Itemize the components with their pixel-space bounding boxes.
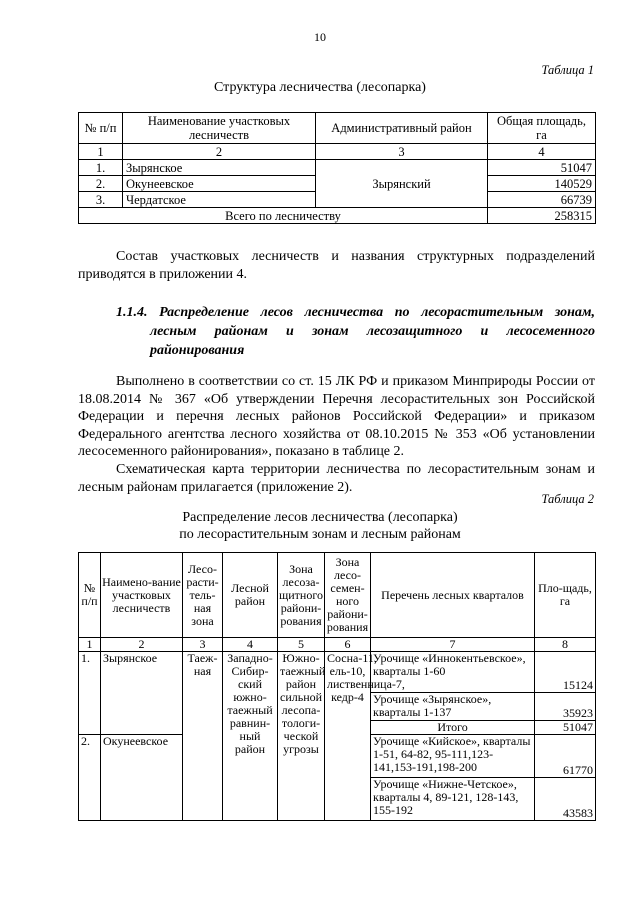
quarters-cell: Урочище «Кийское», кварталы 1-51, 64-82, 95-111,123-141,153-191,198-200: [371, 735, 535, 778]
row-name: Окунеевское: [101, 735, 183, 821]
row-num: 2.: [79, 735, 101, 821]
col-number: 8: [535, 638, 596, 652]
row-num: 1.: [79, 652, 101, 735]
col-header-num: № п/п: [79, 113, 123, 144]
row-area: 51047: [488, 160, 596, 176]
col-header-num: № п/п: [79, 553, 101, 638]
col-header-area: Пло-щадь, га: [535, 553, 596, 638]
col-number: 4: [223, 638, 278, 652]
col-number: 3: [316, 144, 488, 160]
composition-paragraph: Состав участковых лесничеств и названия структурных подразделений приводятся в приложении 4.: [78, 249, 595, 282]
col-header-quarters: Перечень лесных кварталов: [371, 553, 535, 638]
row-area: 140529: [488, 176, 596, 192]
col-header-region: Лесной район: [223, 553, 278, 638]
seed-cell: Сосна-11, ель-10, лиственница-7, кедр-4: [325, 652, 371, 821]
col-header-protect: Зона лесоза-щитного райони-рования: [278, 553, 325, 638]
col-number: 1: [79, 144, 123, 160]
row-name: Зырянское: [101, 652, 183, 735]
col-number: 7: [371, 638, 535, 652]
protect-cell: Южно-таежный район сильной лесопа-тологи-ческой угрозы: [278, 652, 325, 821]
col-header-district: Административный район: [316, 113, 488, 144]
section-heading-line: 1.1.4. Распределение лесов лесничества по лесорастительным зонам,: [116, 305, 595, 320]
quarters-cell: Урочище «Зырянское», кварталы 1-137: [371, 693, 535, 721]
total-row: [79, 208, 596, 224]
row-num: 1.: [79, 160, 123, 176]
col-header-seed: Зона лесо-семен-ного райони-рования: [325, 553, 371, 638]
subtotal-label: Итого: [371, 721, 535, 735]
total-label: Всего по лесничеству: [79, 208, 488, 224]
row-name: Окунеевское: [123, 176, 316, 192]
zone-cell: Таеж-ная: [183, 652, 223, 821]
row-name: Зырянское: [123, 160, 316, 176]
region-cell: Западно-Сибир-ский южно-таежный равнин-ный район: [223, 652, 278, 821]
table1-title: Структура лесничества (лесопарка): [214, 80, 426, 95]
col-header-name: Наименование участковых лесничеств: [123, 113, 316, 144]
section-heading-line: районирования: [150, 343, 245, 358]
col-number: 5: [278, 638, 325, 652]
page-number: 10: [314, 30, 326, 44]
table-row: [79, 160, 596, 176]
total-value: 258315: [488, 208, 596, 224]
map-paragraph: Схематическая карта территории лесничества по лесорастительным зонам и лесным районам прилагается (приложение 2).: [78, 462, 595, 495]
subtotal-value: 51047: [535, 721, 596, 735]
table2-title-line2: по лесорастительным зонам и лесным районам: [179, 527, 461, 542]
col-number: 2: [123, 144, 316, 160]
col-number: 1: [79, 638, 101, 652]
section-heading: [116, 303, 595, 360]
structure-table: [78, 112, 596, 224]
col-number: 3: [183, 638, 223, 652]
table2-title-line1: Распределение лесов лесничества (лесопарка): [182, 510, 458, 525]
district-cell: Зырянский: [316, 160, 488, 208]
area-cell: 61770: [535, 735, 596, 778]
col-header-name: Наимено-вание участковых лесничеств: [101, 553, 183, 638]
area-cell: 43583: [535, 778, 596, 821]
quarters-cell: Урочище «Нижне-Четское», кварталы 4, 89-121, 128-143, 155-192: [371, 778, 535, 821]
col-number: 6: [325, 638, 371, 652]
quarters-cell: Урочище «Иннокентьевское», кварталы 1-60: [371, 652, 535, 693]
row-num: 3.: [79, 192, 123, 208]
col-header-area: Общая площадь, га: [488, 113, 596, 144]
distribution-table: [78, 552, 596, 821]
area-cell: 15124: [535, 652, 596, 693]
order-paragraph: Выполнено в соответствии со ст. 15 ЛК РФ и приказом Минприроды России от 18.08.2014 № 367 «Об утверждении Перечня лесорастительных зон Российской Федерации и перечня лесных районов Российской Федерации» и приказом Федерального агентства лесного хозяйства от 08.10.2015 № 353 «Об установлении лесосеменного районирования», показано в таблице 2.: [78, 374, 595, 459]
row-area: 66739: [488, 192, 596, 208]
area-cell: 35923: [535, 693, 596, 721]
row-num: 2.: [79, 176, 123, 192]
table2-label: Таблица 2: [541, 492, 594, 506]
table1-label: Таблица 1: [541, 63, 594, 77]
col-number: 2: [101, 638, 183, 652]
col-number: 4: [488, 144, 596, 160]
section-heading-line: лесным районам и зонам лесозащитного и лесосеменного: [150, 324, 595, 339]
col-header-zone: Лесо-расти-тель-ная зона: [183, 553, 223, 638]
row-name: Чердатское: [123, 192, 316, 208]
table-row: [79, 652, 596, 693]
